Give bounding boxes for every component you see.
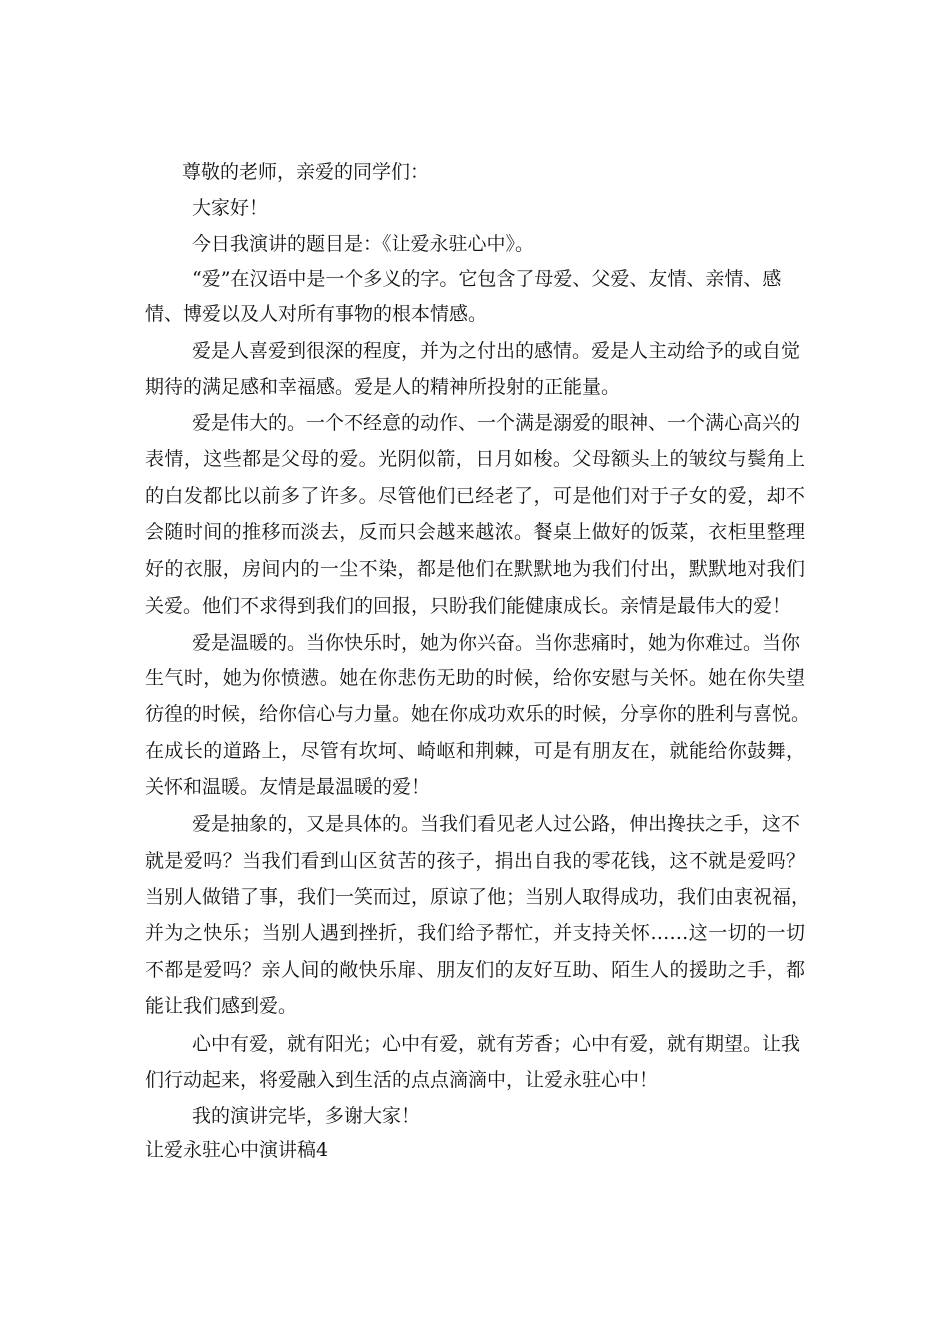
paragraph-line: 爱是伟大的。一个不经意的动作、一个满是溺爱的眼神、一个满心高兴的: [192, 412, 801, 434]
paragraph-line: 爱是人喜爱到很深的程度，并为之付出的感情。爱是人主动给予的或自觉: [192, 340, 801, 362]
paragraph-line: 心中有爱，就有阳光；心中有爱，就有芳香；心中有爱，就有期望。让我: [192, 1033, 801, 1055]
paragraph-line: 们行动起来，将爱融入到生活的点点滴滴中，让爱永驻心中！: [145, 1069, 659, 1091]
paragraph-line: 关爱。他们不求得到我们的回报，只盼我们能健康成长。亲情是最伟大的爱！: [145, 595, 792, 617]
paragraph-line: 表情，这些都是父母的爱。光阴似箭，日月如梭。父母额头上的皱纹与鬓角上: [145, 448, 805, 470]
paragraph-line: 能让我们感到爱。: [145, 995, 298, 1017]
paragraph-line: 生气时，她为你愤懑。她在你悲伤无助的时候，给你安慰与关怀。她在你失望: [145, 667, 805, 689]
paragraph-line: 彷徨的时候，给你信心与力量。她在你成功欢乐的时候，分享你的胜利与喜悦。: [145, 703, 811, 725]
paragraph-line: 会随时间的推移而淡去，反而只会越来越浓。餐桌上做好的饭菜，衣柜里整理: [145, 521, 805, 543]
salutation: 尊敬的老师，亲爱的同学们：: [182, 161, 430, 183]
paragraph-line: 的白发都比以前多了许多。尽管他们已经老了，可是他们对于子女的爱，却不: [145, 485, 805, 507]
paragraph-line: 关怀和温暖。友情是最温暖的爱！: [145, 776, 431, 798]
greeting: 大家好！: [192, 197, 269, 219]
paragraph-line: 情、博爱以及人对所有事物的根本情感。: [145, 303, 488, 325]
paragraph-line: 就是爱吗？当我们看到山区贫苦的孩子，捐出自我的零花钱，这不就是爱吗？: [145, 850, 805, 872]
next-speech-heading: 让爱永驻心中演讲稿4: [145, 1139, 329, 1161]
paragraph-line: 爱是抽象的，又是具体的。当我们看见老人过公路，伸出搀扶之手，这不: [192, 813, 801, 835]
paragraph-line: 好的衣服，房间内的一尘不染，都是他们在默默地为我们付出，默默地对我们: [145, 558, 805, 580]
paragraph-line: 当别人做错了事，我们一笑而过，原谅了他；当别人取得成功，我们由衷祝福，: [145, 886, 811, 908]
paragraph-line: 期待的满足感和幸福感。爱是人的精神所投射的正能量。: [145, 376, 621, 398]
speech-topic: 今日我演讲的题目是：《让爱永驻心中》。: [192, 233, 535, 255]
paragraph-line: 并为之快乐；当别人遇到挫折，我们给予帮忙，并支持关怀……这一切的一切: [145, 922, 805, 944]
paragraph-line: “爱”在汉语中是一个多义的字。它包含了母爱、父爱、友情、亲情、感: [192, 268, 782, 290]
paragraph-line: 爱是温暖的。当你快乐时，她为你兴奋。当你悲痛时，她为你难过。当你: [192, 632, 801, 654]
closing-line: 我的演讲完毕，多谢大家！: [192, 1105, 421, 1127]
paragraph-line: 在成长的道路上，尽管有坎坷、崎岖和荆棘，可是有朋友在，就能给你鼓舞，: [145, 740, 805, 762]
paragraph-line: 不都是爱吗？亲人间的敞快乐扉、朋友们的友好互助、陌生人的援助之手，都: [145, 959, 805, 981]
